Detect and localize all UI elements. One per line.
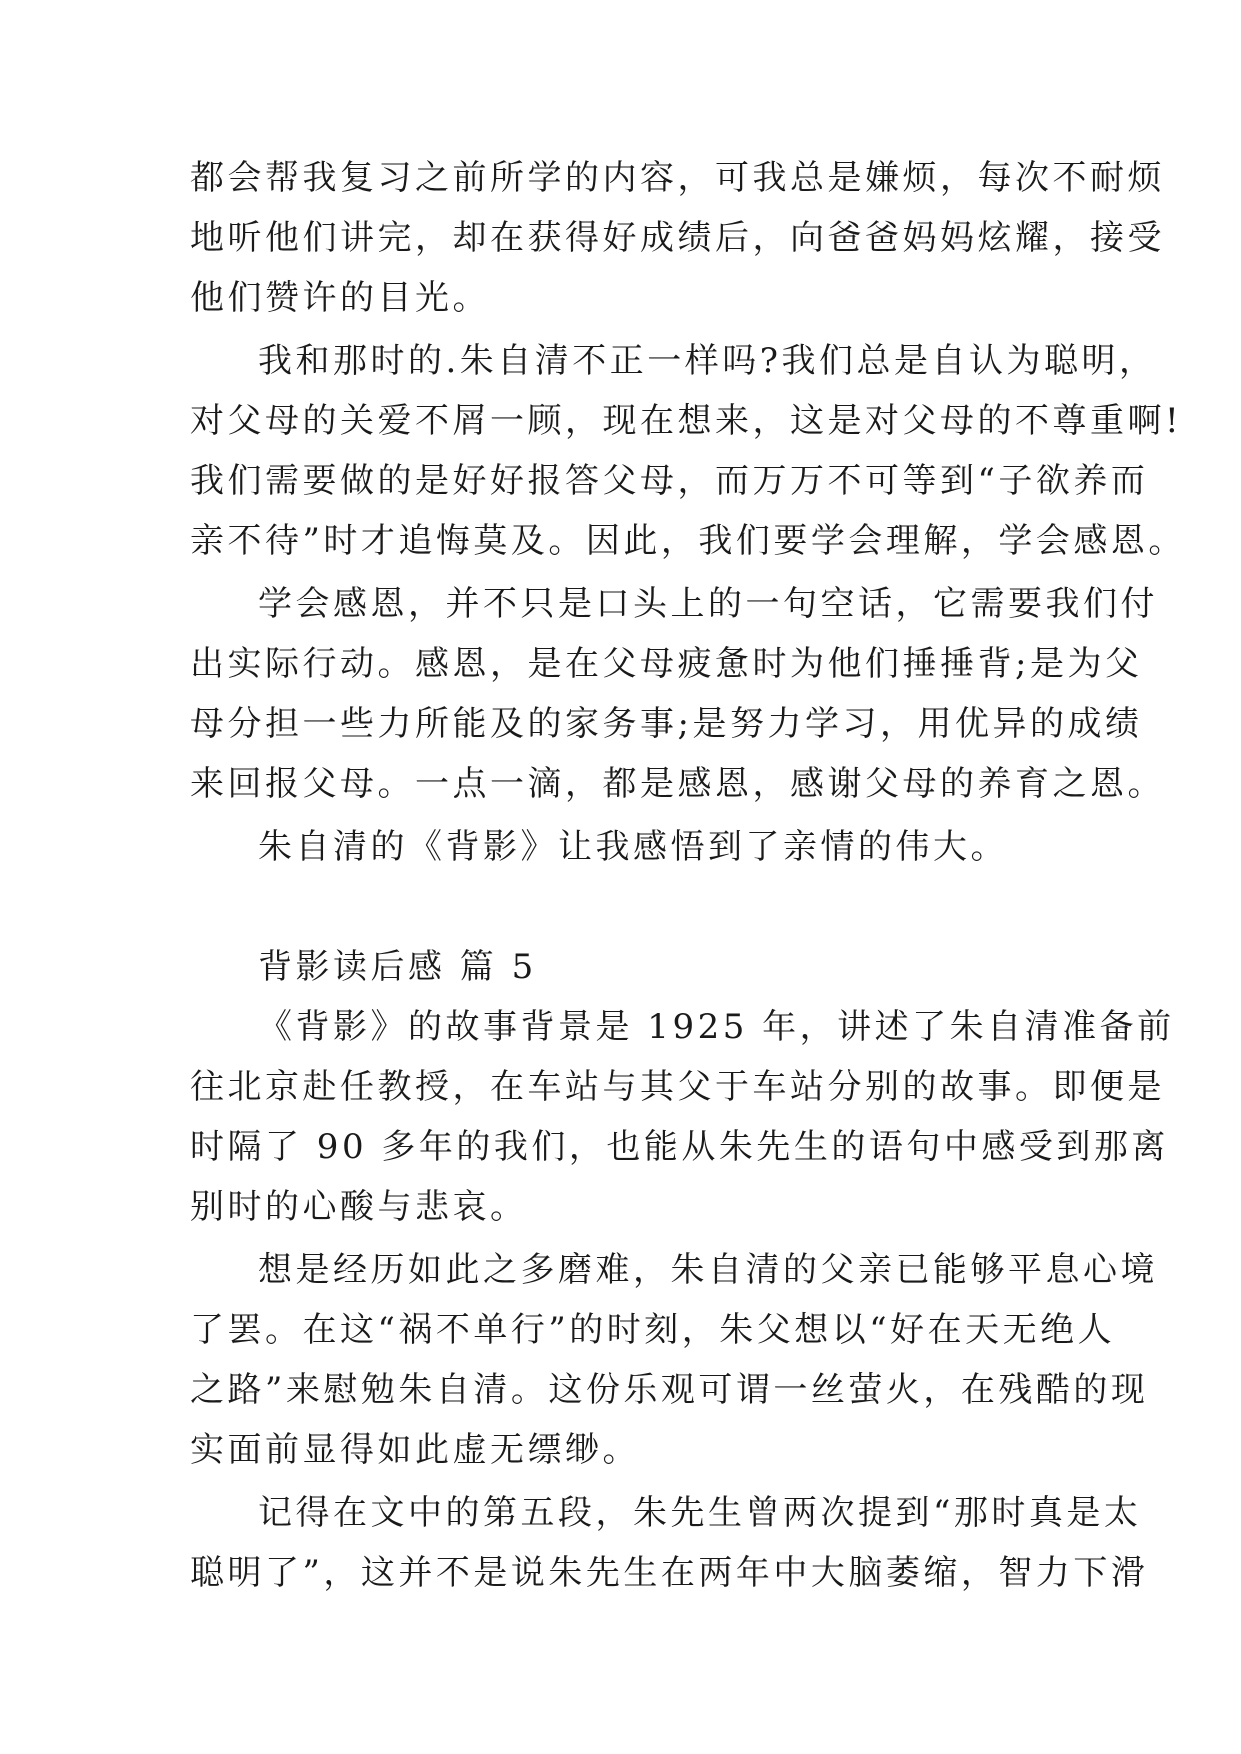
text-line: 之路”来慰勉朱自清。这份乐观可谓一丝萤火，在残酷的现 bbox=[190, 1370, 1149, 1410]
paragraph-first-line: 记得在文中的第五段，朱先生曾两次提到“那时真是太 bbox=[258, 1493, 1142, 1533]
paragraph-first-line: 学会感恩，并不只是口头上的一句空话，它需要我们付 bbox=[258, 584, 1158, 624]
text-line: 地听他们讲完，却在获得好成绩后，向爸爸妈妈炫耀，接受 bbox=[190, 218, 1165, 258]
text-line: 出实际行动。感恩，是在父母疲惫时为他们捶捶背;是为父 bbox=[190, 644, 1143, 684]
text-line: 聪明了”，这并不是说朱先生在两年中大脑萎缩，智力下滑 bbox=[190, 1553, 1149, 1593]
text-line: 往北京赴任教授，在车站与其父于车站分别的故事。即便是 bbox=[190, 1067, 1165, 1107]
paragraph-first-line: 我和那时的.朱自清不正一样吗?我们总是自认为聪明， bbox=[258, 341, 1157, 381]
text-line: 亲不待”时才追悔莫及。因此，我们要学会理解，学会感恩。 bbox=[190, 521, 1186, 561]
text-line: 他们赞许的目光。 bbox=[190, 278, 490, 318]
text-line: 了罢。在这“祸不单行”的时刻，朱父想以“好在天无绝人 bbox=[190, 1310, 1116, 1350]
text-line: 别时的心酸与悲哀。 bbox=[190, 1187, 528, 1227]
text-line: 来回报父母。一点一滴，都是感恩，感谢父母的养育之恩。 bbox=[190, 764, 1165, 804]
text-line: 实面前显得如此虚无缥缈。 bbox=[190, 1430, 640, 1470]
section-heading: 背影读后感 篇 5 bbox=[258, 947, 537, 987]
text-line: 母分担一些力所能及的家务事;是努力学习，用优异的成绩 bbox=[190, 704, 1143, 744]
paragraph-first-line: 《背影》的故事背景是 1925 年，讲述了朱自清准备前 bbox=[258, 1007, 1175, 1047]
text-line: 我们需要做的是好好报答父母，而万万不可等到“子欲养而 bbox=[190, 461, 1149, 501]
paragraph-first-line: 想是经历如此之多磨难，朱自清的父亲已能够平息心境 bbox=[258, 1250, 1158, 1290]
text-line: 都会帮我复习之前所学的内容，可我总是嫌烦，每次不耐烦 bbox=[190, 158, 1165, 198]
paragraph-first-line: 朱自清的《背影》让我感悟到了亲情的伟大。 bbox=[258, 827, 1008, 867]
text-line: 时隔了 90 多年的我们，也能从朱先生的语句中感受到那离 bbox=[190, 1127, 1169, 1167]
text-line: 对父母的关爱不屑一顾，现在想来，这是对父母的不尊重啊! bbox=[190, 401, 1183, 441]
